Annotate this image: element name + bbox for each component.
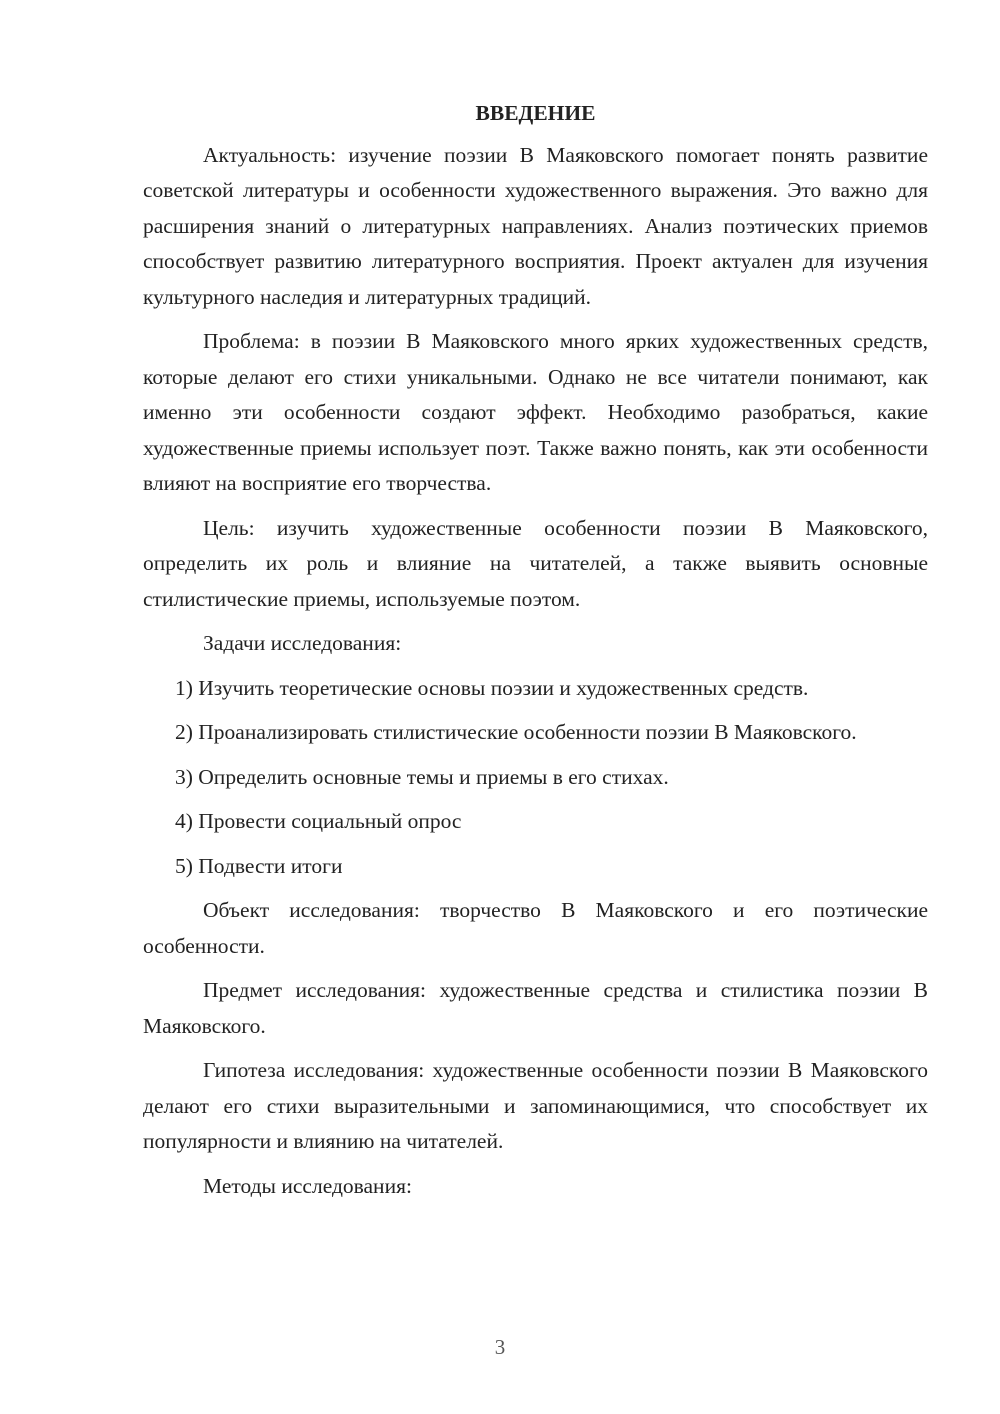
hypothesis-paragraph: Гипотеза исследования: художественные особенности поэзии В Маяковского делают его стихи выразительными и запоминающимися, что способствует их популярности и влиянию на читателей.	[143, 1058, 928, 1153]
task-item: 4) Провести социальный опрос	[175, 809, 462, 833]
goal-paragraph: Цель: изучить художественные особенности поэзии В Маяковского, определить их роль и влияние на читателей, а также выявить основные стилистические приемы, используемые поэтом.	[143, 515, 928, 611]
section-heading: ВВЕДЕНИЕ	[475, 101, 596, 125]
methods-title: Методы исследования:	[203, 1173, 412, 1198]
task-item: 3) Определить основные темы и приемы в его стихах.	[175, 764, 669, 789]
task-item: 5) Подвести итоги	[175, 853, 343, 878]
problem-paragraph: Проблема: в поэзии В Маяковского много ярких художественных средств, которые делают его стихи уникальными. Однако не все читатели понимают, как именно эти особенности создают эффект. Необходимо разобраться, какие художественные приемы использует поэт. Также важно понять, как эти особенности влияют на восприятие его творчества.	[143, 329, 928, 495]
page-number: 3	[494, 1335, 506, 1359]
task-item: 2) Проанализировать стилистические особенности поэзии В Маяковского.	[175, 720, 857, 744]
task-item: 1) Изучить теоретические основы поэзии и художественных средств.	[175, 675, 809, 700]
page-content	[143, 96, 928, 1213]
tasks-title: Задачи исследования:	[203, 631, 402, 655]
relevance-paragraph: Актуальность: изучение поэзии В Маяковского помогает понять развитие советской литературы и особенности художественного выражения. Это важно для расширения знаний о литературных направлениях. Анализ поэтических приемов способствует развитию литературного восприятия. Проект актуален для изучения культурного наследия и литературных традиций.	[143, 142, 928, 309]
object-paragraph: Объект исследования: творчество В Маяковского и его поэтические особенности.	[143, 898, 928, 958]
subject-paragraph: Предмет исследования: художественные средства и стилистика поэзии В Маяковского.	[143, 978, 928, 1038]
